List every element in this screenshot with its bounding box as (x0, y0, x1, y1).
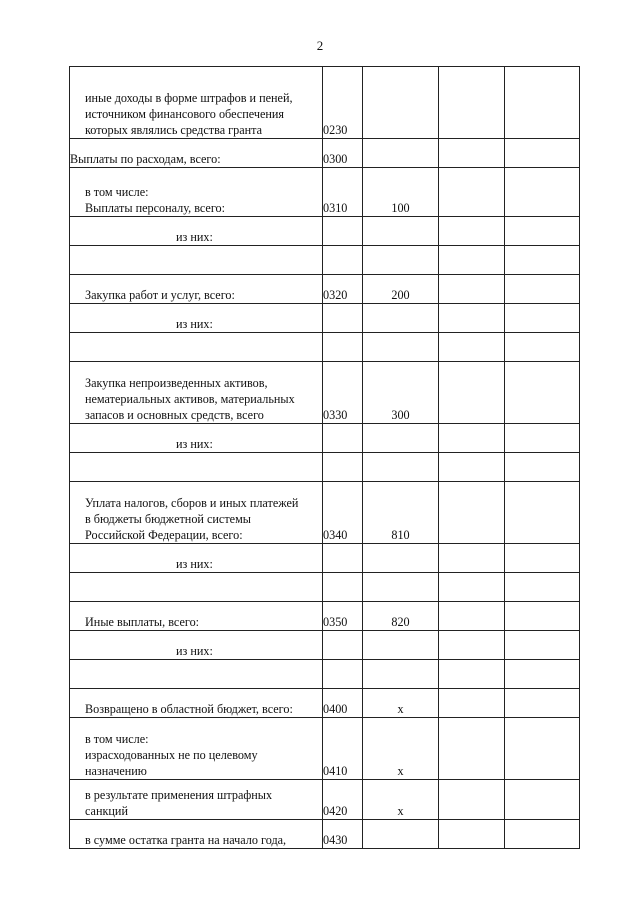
table-row (70, 333, 580, 362)
row-value-cell-2 (505, 573, 580, 602)
row-value-cell-2 (505, 602, 580, 631)
row-kosgu-code: x (363, 780, 439, 820)
row-value-cell-1 (439, 660, 505, 689)
row-name-cell (70, 689, 323, 718)
row-value-cell-1 (439, 482, 505, 544)
row-value-cell-1 (439, 139, 505, 168)
row-value-cell-1 (439, 424, 505, 453)
row-value-cell-1 (439, 780, 505, 820)
row-name-cell (70, 573, 323, 602)
row-name-cell (70, 482, 323, 544)
row-kosgu-code (363, 67, 439, 139)
row-name-cell (70, 304, 323, 333)
row-value-cell-2 (505, 453, 580, 482)
row-kosgu-code (363, 660, 439, 689)
row-value-cell-1 (439, 718, 505, 780)
row-value-cell-2 (505, 660, 580, 689)
table-row (70, 689, 580, 718)
row-value-cell-1 (439, 275, 505, 304)
row-name-cell (70, 718, 323, 780)
row-name-cell (70, 820, 323, 849)
row-value-cell-2 (505, 544, 580, 573)
row-name-cell (70, 246, 323, 275)
row-code (323, 631, 363, 660)
row-code: 0430 (323, 820, 363, 849)
row-value-cell-1 (439, 544, 505, 573)
row-name: из них: (176, 437, 213, 451)
row-value-cell-1 (439, 67, 505, 139)
row-name: в результате применения штрафных санкций (85, 788, 273, 818)
page-number: 2 (316, 38, 324, 53)
row-name-cell (70, 453, 323, 482)
row-name: Уплата налогов, сборов и иных платежей в бюджеты бюджетной системы Российской Федерации, всего: (85, 496, 299, 542)
table-row (70, 482, 580, 544)
row-code: 0400 (323, 689, 363, 718)
row-code (323, 217, 363, 246)
table-row (70, 453, 580, 482)
row-code (323, 246, 363, 275)
row-kosgu-code (363, 544, 439, 573)
row-code (323, 660, 363, 689)
row-kosgu-code (363, 333, 439, 362)
row-value-cell-2 (505, 718, 580, 780)
row-name: Возвращено в областной бюджет, всего: (85, 702, 293, 716)
row-name-cell (70, 333, 323, 362)
row-code (323, 304, 363, 333)
row-kosgu-code (363, 820, 439, 849)
row-name-cell (70, 217, 323, 246)
row-code: 0410 (323, 718, 363, 780)
row-name: из них: (176, 317, 213, 331)
row-kosgu-code: 810 (363, 482, 439, 544)
row-value-cell-2 (505, 217, 580, 246)
row-kosgu-code (363, 304, 439, 333)
row-value-cell-1 (439, 689, 505, 718)
row-code: 0330 (323, 362, 363, 424)
table-row (70, 602, 580, 631)
row-value-cell-2 (505, 67, 580, 139)
row-code: 0340 (323, 482, 363, 544)
row-value-cell-1 (439, 573, 505, 602)
row-value-cell-2 (505, 689, 580, 718)
table-row (70, 217, 580, 246)
table-row (70, 660, 580, 689)
row-name: в том числе: израсходованных не по целевому назначению (85, 732, 258, 778)
row-code: 0300 (323, 139, 363, 168)
row-value-cell-2 (505, 246, 580, 275)
table-row (70, 718, 580, 780)
row-kosgu-code (363, 631, 439, 660)
row-value-cell-2 (505, 362, 580, 424)
row-name-cell (70, 424, 323, 453)
table-row (70, 139, 580, 168)
table-row (70, 820, 580, 849)
row-name: Иные выплаты, всего: (85, 615, 200, 629)
row-value-cell-2 (505, 424, 580, 453)
row-code: 0350 (323, 602, 363, 631)
table-row (70, 304, 580, 333)
table-row (70, 631, 580, 660)
row-kosgu-code (363, 246, 439, 275)
row-name: Закупка работ и услуг, всего: (85, 288, 235, 302)
row-code (323, 573, 363, 602)
row-kosgu-code: 300 (363, 362, 439, 424)
row-code (323, 333, 363, 362)
row-value-cell-1 (439, 602, 505, 631)
row-name: из них: (176, 230, 213, 244)
table-row (70, 362, 580, 424)
row-name-cell (70, 602, 323, 631)
row-value-cell-2 (505, 275, 580, 304)
table-row (70, 573, 580, 602)
row-name-cell (70, 362, 323, 424)
row-name: в том числе: Выплаты персоналу, всего: (85, 185, 226, 215)
row-name-cell (70, 780, 323, 820)
table-row (70, 246, 580, 275)
row-kosgu-code: 820 (363, 602, 439, 631)
row-name-cell (70, 275, 323, 304)
row-name-cell (70, 168, 323, 217)
table-row (70, 544, 580, 573)
row-value-cell-2 (505, 780, 580, 820)
table-row (70, 275, 580, 304)
row-value-cell-1 (439, 304, 505, 333)
row-value-cell-2 (505, 304, 580, 333)
report-table (69, 66, 580, 849)
row-name-cell (70, 139, 323, 168)
row-kosgu-code (363, 217, 439, 246)
row-value-cell-2 (505, 631, 580, 660)
row-name: Закупка непроизведенных активов, нематериальных активов, материальных запасов и основных средств, всего (85, 376, 295, 422)
row-value-cell-2 (505, 168, 580, 217)
row-code: 0310 (323, 168, 363, 217)
table-row (70, 168, 580, 217)
row-name: из них: (176, 557, 213, 571)
row-value-cell-2 (505, 333, 580, 362)
row-name: иные доходы в форме штрафов и пеней, источником финансового обеспечения которых являлись средства гранта (85, 91, 293, 137)
table-row (70, 67, 580, 139)
row-name-cell (70, 67, 323, 139)
table-row (70, 424, 580, 453)
row-code: 0420 (323, 780, 363, 820)
table-row (70, 780, 580, 820)
row-name-cell (70, 631, 323, 660)
row-kosgu-code (363, 573, 439, 602)
row-value-cell-1 (439, 333, 505, 362)
row-kosgu-code (363, 424, 439, 453)
row-value-cell-1 (439, 453, 505, 482)
row-kosgu-code (363, 453, 439, 482)
row-kosgu-code: x (363, 689, 439, 718)
row-name: в сумме остатка гранта на начало года, (85, 833, 287, 847)
row-kosgu-code: 100 (363, 168, 439, 217)
row-kosgu-code (363, 139, 439, 168)
row-value-cell-1 (439, 362, 505, 424)
row-value-cell-2 (505, 482, 580, 544)
row-code (323, 424, 363, 453)
row-kosgu-code: x (363, 718, 439, 780)
row-kosgu-code: 200 (363, 275, 439, 304)
row-code (323, 544, 363, 573)
row-name: из них: (176, 644, 213, 658)
row-value-cell-1 (439, 820, 505, 849)
row-code: 0320 (323, 275, 363, 304)
row-name: Выплаты по расходам, всего: (70, 152, 221, 166)
row-name-cell (70, 544, 323, 573)
row-value-cell-2 (505, 820, 580, 849)
row-value-cell-1 (439, 246, 505, 275)
row-value-cell-1 (439, 631, 505, 660)
row-value-cell-1 (439, 168, 505, 217)
row-name-cell (70, 660, 323, 689)
row-code (323, 453, 363, 482)
row-value-cell-2 (505, 139, 580, 168)
row-value-cell-1 (439, 217, 505, 246)
row-code: 0230 (323, 67, 363, 139)
